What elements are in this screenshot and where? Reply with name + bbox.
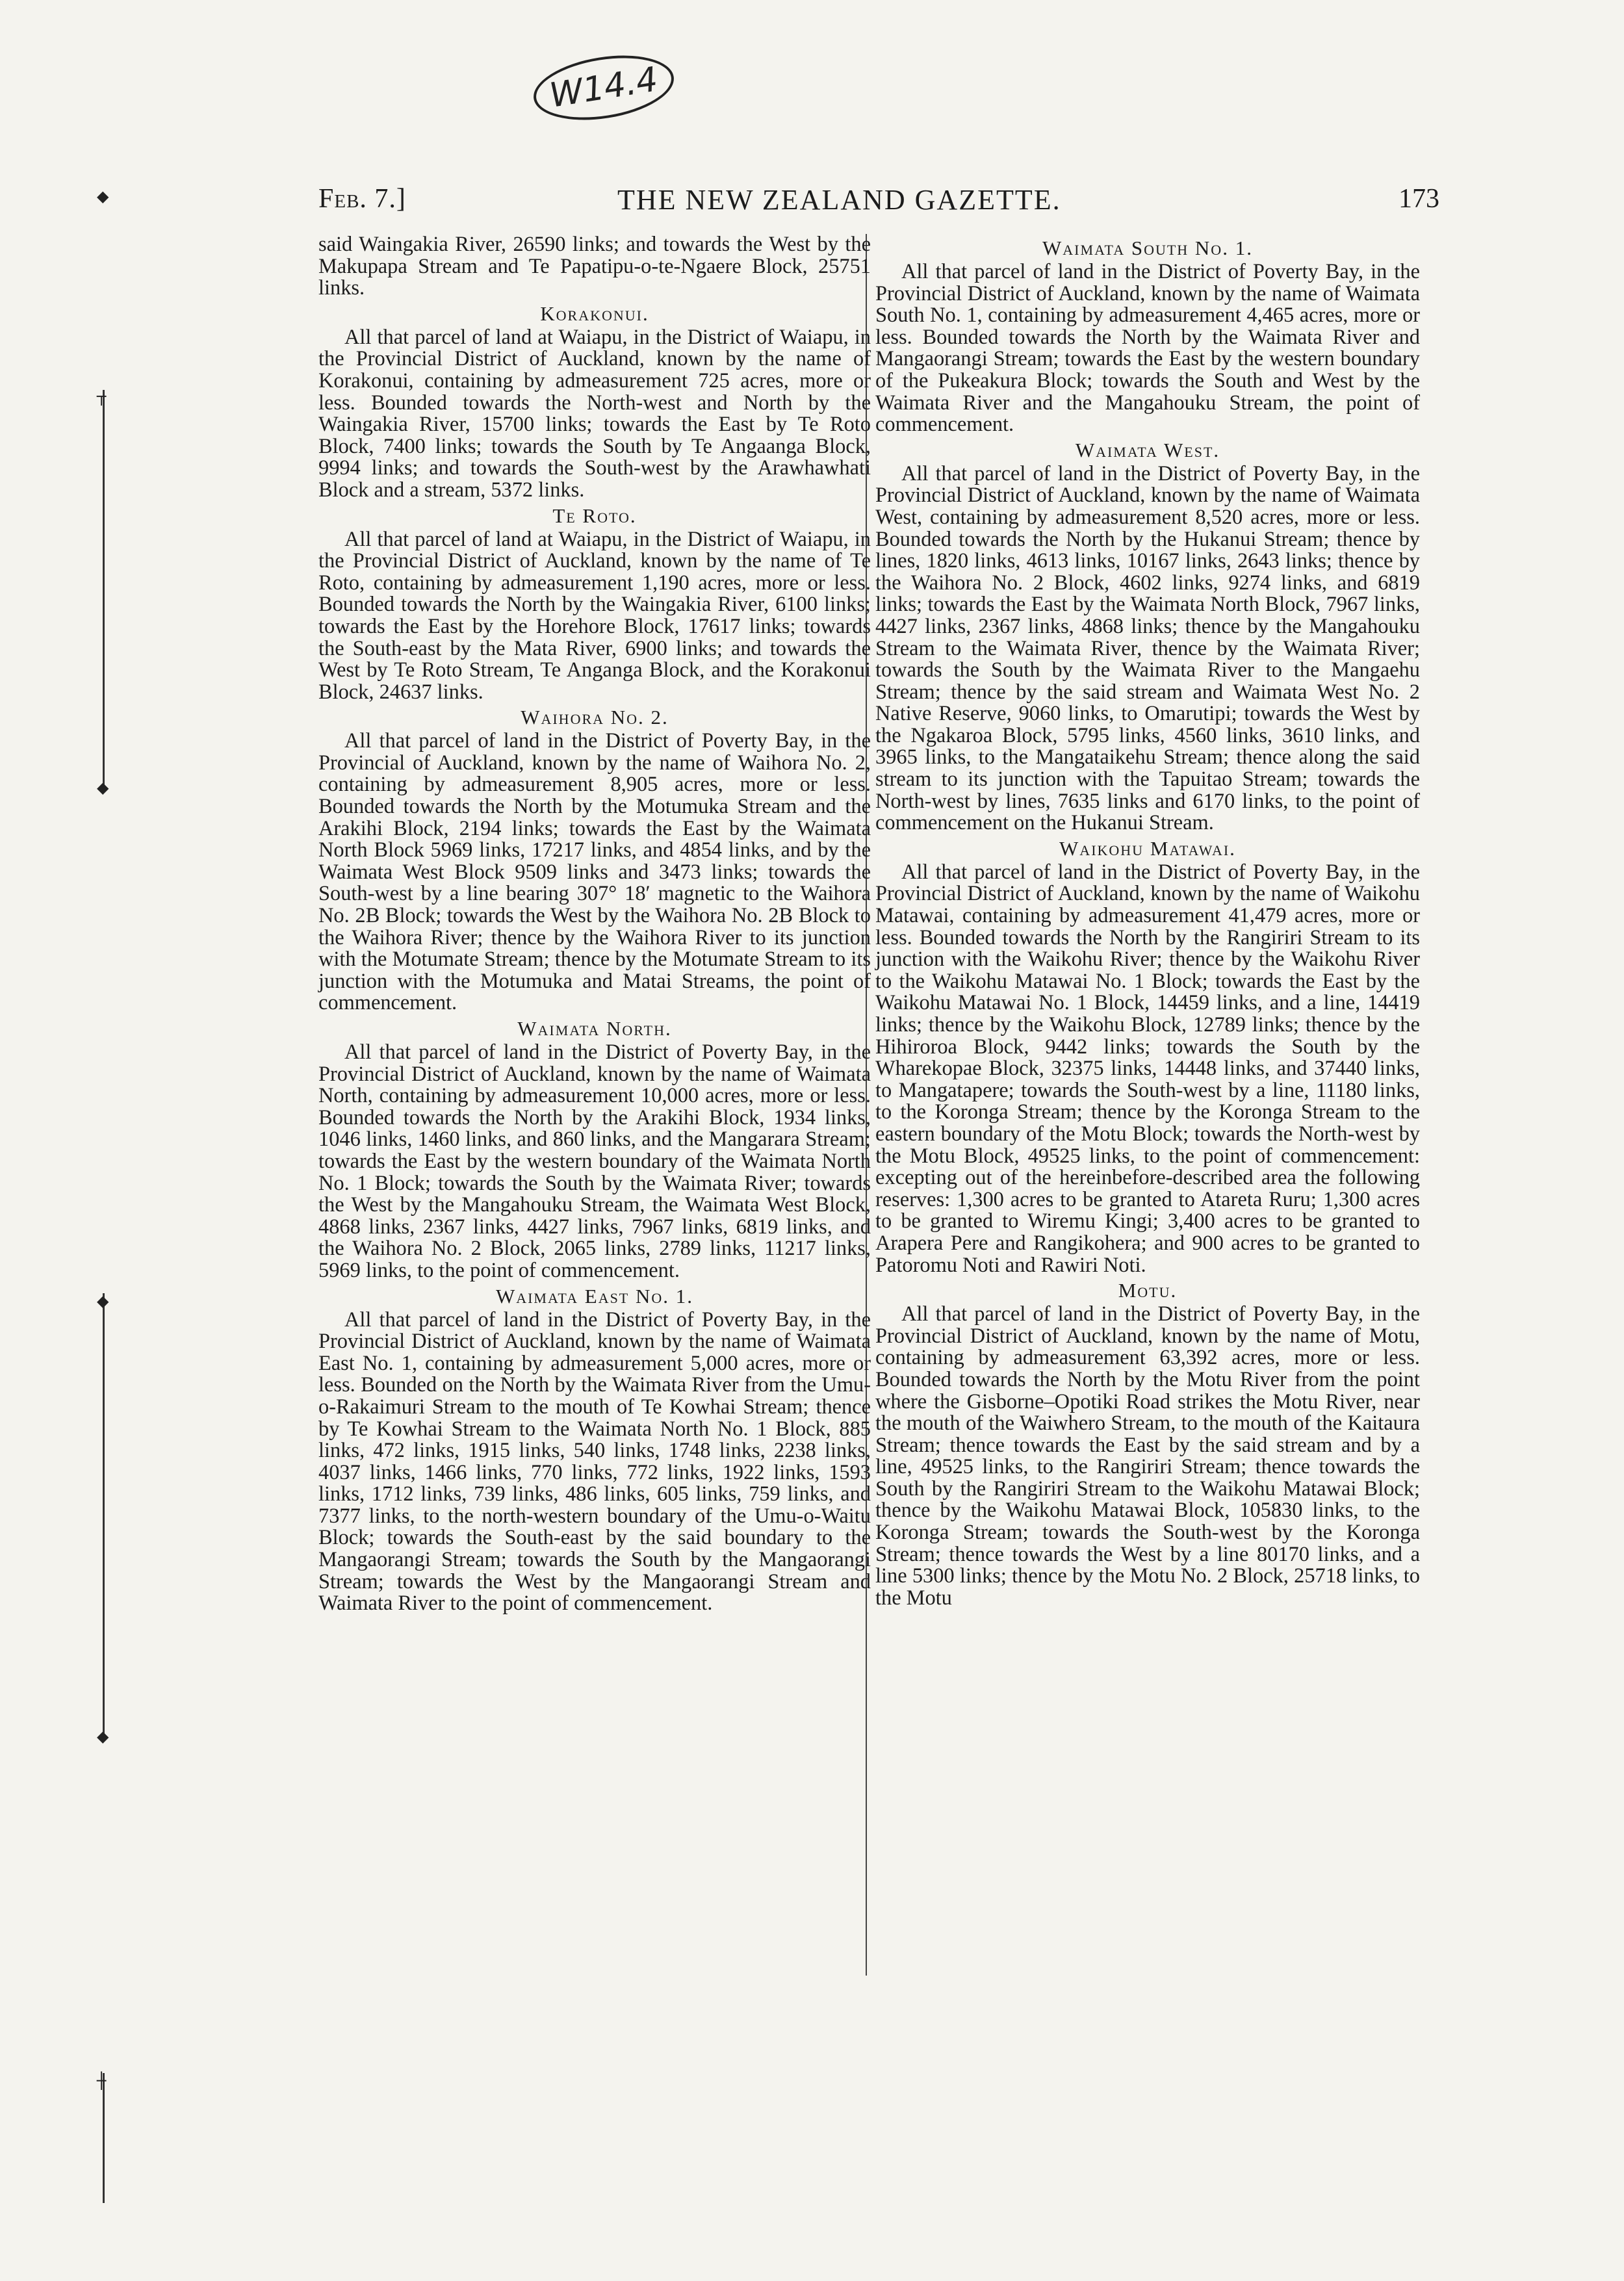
section-heading-waimata-west: Waimata West. bbox=[1075, 438, 1220, 461]
section-body-waimata-south-no-1: All that parcel of land in the District of Poverty Bay, in the Provincial District of Auckland, known by the name of Waimata South No. 1, containing by admeasurement 4,465 acres, more or less. Bounded towards the North by the Waimata River and Mangaorangi Stream; towards the East by the western boundary of the Pukeakura Block; towards the South and West by the Waimata River and the Mangahouku Stream, the point of commencement. bbox=[875, 260, 1420, 437]
gazette-title: THE NEW ZEALAND GAZETTE. bbox=[617, 184, 1061, 216]
header-date: Feb. 7.] bbox=[318, 184, 406, 214]
margin-mark: ┬ bbox=[97, 387, 107, 406]
section-body-te-roto: All that parcel of land at Waiapu, in the District of Waiapu, in the Provincial District of Auckland, known by the name of Te Roto, containing by admeasurement 1,190 acres, more or less. Bounded towards the North by the Waingakia River, 6100 links; towards the East by the Horehore Block, 17617 links; towards the South-east by the Mata River, 6900 links; and towards the West by Te Roto Stream, Te Anganga Block, and the Korakonui Block, 24637 links. bbox=[318, 527, 871, 704]
margin-rule bbox=[103, 1293, 105, 1735]
section-body-korakonui: All that parcel of land at Waiapu, in the District of Waiapu, in the Provincial District of Auckland, known by the name of Korakonui, containing by admeasurement 725 acres, more or less. Bounded towards the North-west and North by the Waingakia River, 15700 links; towards the East by Te Roto Block, 7400 links; towards the South by Te Angaanga Block, 9994 links; and towards the South-west by the Arawhawhati Block and a stream, 5372 links. bbox=[318, 325, 871, 502]
right-column bbox=[875, 234, 1420, 1609]
section-body-waimata-north: All that parcel of land in the District of Poverty Bay, in the Provincial District of Auckland, known by the name of Waimata North, containing by admeasurement 10,000 acres, more or less. Bounded towards the North by the Arakihi Block, 1934 links, 1046 links, 1460 links, and 860 links, and the Mangarara Stream; towards the East by the western boundary of the Waimata North No. 1 Block; towards the South by the Waimata River; towards the West by the Mangahouku Stream, the Waimata West Block, 4868 links, 2367 links, 4427 links, 7967 links, 6819 links, and the Waihora No. 2 Block, 2065 links, 2789 links, 11217 links, 5969 links, to the point of commencement. bbox=[318, 1040, 871, 1282]
section-body-motu: All that parcel of land in the District of Poverty Bay, in the Provincial District of Auckland, known by the name of Motu, containing by admeasurement 63,392 acres, more or less. Bounded towards the North by the Motu River from the point where the Gisborne–Opotiki Road strikes the Motu River, near the mouth of the Waiwhero Stream, to the mouth of the Kaitaura Stream; thence towards the East by the said stream and by a line, 49525 links, to the Rangiriri Stream; thence towards the South by the Rangiriri Stream to the Waikohu Matawai Block; thence by the Waikohu Matawai Block, 105830 links, to the Koronga Stream; towards the South-west by the Koronga Stream; thence towards the West by a line 80170 links, and a line 5300 links; thence by the Motu No. 2 Block, 25718 links, to the Motu bbox=[875, 1302, 1420, 1610]
margin-rule bbox=[103, 2073, 105, 2203]
margin-mark: ◆ bbox=[97, 1727, 109, 1746]
page-number: 173 bbox=[1398, 184, 1439, 214]
section-body-waikohu-matawai: All that parcel of land in the District of Poverty Bay, in the Provincial District of Auckland, known by the name of Waikohu Matawai, containing by admeasurement 41,479 acres, more or less. Bounded towards the North by the Rangiriri Stream to its junction with the Waikohu River; thence by the Waikohu River to the Waikohu Matawai No. 1 Block; towards the East by the Waikohu Matawai No. 1 Block, 14459 links, and a line, 14419 links; thence by the Waikohu Block, 12789 links; thence by the Hihiroroa Block, 9442 links; towards the South by the Wharekopae Block, 32375 links, 14448 links, and 37440 links, to Mangatapere; towards the South-west by a line, 11180 links, to the Koronga Stream; thence by the Koronga Stream to the eastern boundary of the Motu Block; towards the North-west by the Motu Block, 49525 links, to the point of commencement: excepting out of the hereinbefore-described area the following reserves: 1,300 acres to be granted to Atareta Ruru; 1,300 acres to be granted to Wiremu Kingi; 3,400 acres to be granted to Arapera Pere and Rangikohera; and 900 acres to be granted to Patoromu Noti and Rawiri Noti. bbox=[875, 860, 1420, 1277]
margin-mark: ┼ bbox=[97, 2072, 107, 2090]
section-body-waimata-west: All that parcel of land in the District of Poverty Bay, in the Provincial District of Auckland, known by the name of Waimata West, containing by admeasurement 8,520 acres, more or less. Bounded towards the North by the Hukanui Stream; thence by lines, 1820 links, 4613 links, 10167 links, 2643 links; thence by the Waihora No. 2 Block, 4602 links, 9274 links, and 6819 links; towards the East by the Waimata North Block, 7967 links, 4427 links, 2367 links, 4868 links; thence by the Mangahouku Stream to the Waimata River, thence by the Waimata River; towards the South by the Waimata River to the Mangaehu Stream; thence by the said stream and Waimata West No. 2 Native Reserve, 9060 links, to Omarutipi; towards the West by the Ngakaroa Block, 5795 links, 4560 links, 3610 links, and 3965 links, to the Mangataikehu Stream; thence along the said stream to its junction with the Tapuitao Stream; towards the North-west by lines, 7635 links and 6170 links, to the point of commencement on the Hukanui Stream. bbox=[875, 461, 1420, 835]
section-heading-waimata-south-no-1: Waimata South No. 1. bbox=[1042, 237, 1253, 259]
left-column bbox=[318, 234, 871, 1615]
margin-mark: ◆ bbox=[97, 187, 109, 205]
margin-mark: ◆ bbox=[97, 779, 109, 797]
section-heading-waihora-no-2: Waihora No. 2. bbox=[521, 706, 669, 729]
handwritten-stamp: W14.4 bbox=[529, 47, 678, 129]
page-header bbox=[0, 183, 1624, 222]
continued-paragraph: said Waingakia River, 26590 links; and towards the West by the Makupapa Stream and Te Papatipu-o-te-Ngaere Block, 25751 links. bbox=[318, 233, 871, 300]
section-heading-waikohu-matawai: Waikohu Matawai. bbox=[1059, 836, 1236, 860]
section-body-waimata-east-no-1: All that parcel of land in the District of Poverty Bay, in the Provincial District of Auckland, known by the name of Waimata East No. 1, containing by admeasurement 5,000 acres, more or less. Bounded on the North by the Waimata River from the Umu-o-Rakaimuri Stream to the mouth of Te Kowhai Stream; thence by Te Kowhai Stream to the Waimata North No. 1 Block, 885 links, 472 links, 1915 links, 540 links, 1748 links, 2238 links, 4037 links, 1466 links, 770 links, 772 links, 1922 links, 1593 links, 1712 links, 739 links, 486 links, 605 links, 759 links, and 7377 links, to the north-western boundary of the Umu-o-Waitu Block; towards the South-east by the said boundary to the Mangaorangi Stream; towards the South by the Mangaorangi Stream; towards the West by the Mangaorangi Stream and Waimata River to the point of commencement. bbox=[318, 1308, 871, 1616]
section-body-waihora-no-2: All that parcel of land in the District of Poverty Bay, in the Provincial of Auckland, known by the name of Waihora No. 2, containing by admeasurement 8,905 acres, more or less. Bounded towards the North by the Motumuka Stream and the Arakihi Block, 2194 links; towards the East by the Waimata North Block 5969 links, 17217 links, and 4854 links, and by the Waimata West Block 9509 links and 3473 links; towards the South-west by a line bearing 307° 18′ magnetic to the Waihora No. 2B Block; towards the West by the Waihora No. 2B Block to the Waihora River; thence by the Waihora River to its junction with the Motumate Stream; thence by the Motumate Stream to its junction with the Motumuka and Matai Streams, the point of commencement. bbox=[318, 729, 871, 1015]
margin-mark: ◆ bbox=[97, 1292, 109, 1310]
section-heading-motu: Motu. bbox=[1118, 1279, 1178, 1302]
section-heading-te-roto: Te Roto. bbox=[552, 504, 637, 527]
section-heading-waimata-east-no-1: Waimata East No. 1. bbox=[495, 1284, 694, 1308]
margin-rule bbox=[103, 390, 105, 793]
section-heading-korakonui: Korakonui. bbox=[540, 302, 649, 325]
section-heading-waimata-north: Waimata North. bbox=[517, 1017, 672, 1040]
